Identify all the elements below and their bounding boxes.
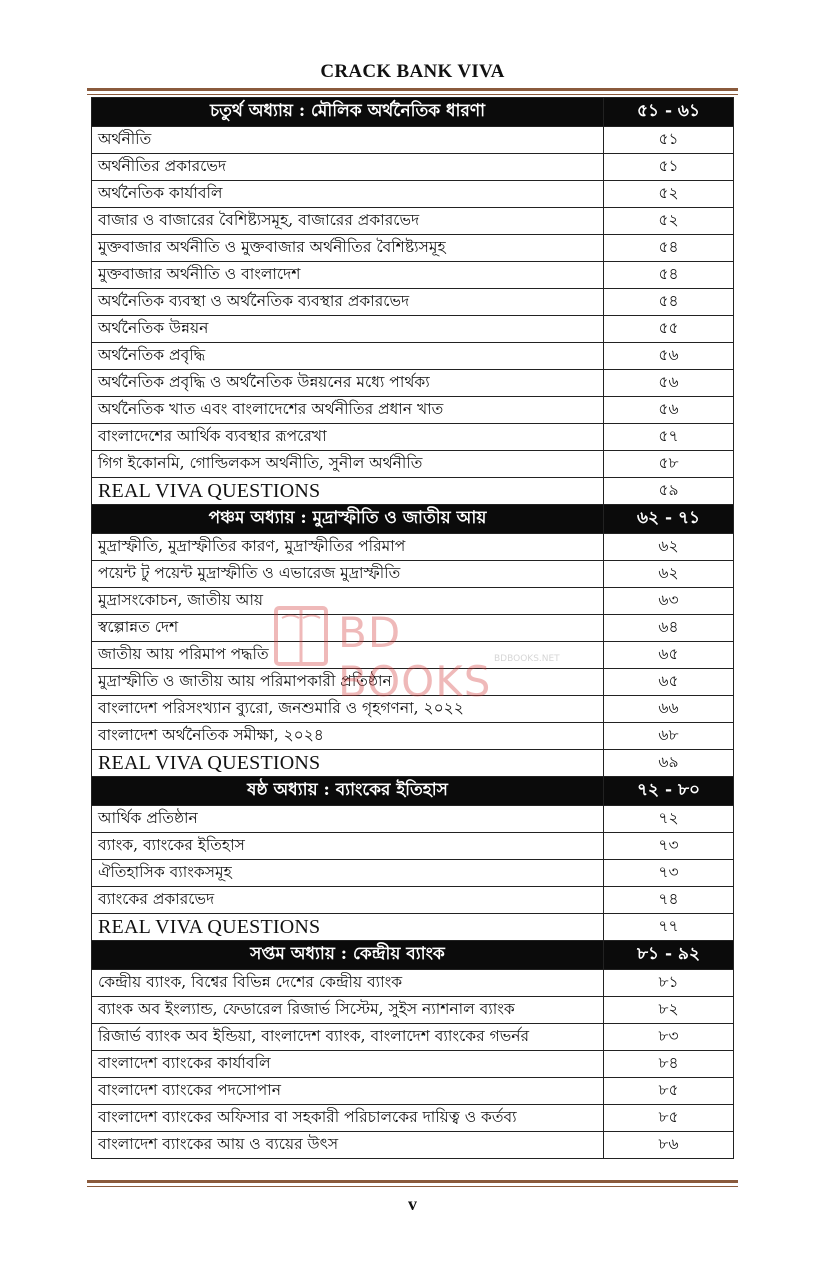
toc-row	[92, 370, 734, 397]
toc-page: ৭৩	[604, 833, 734, 860]
toc-title: গিগ ইকোনমি, গোল্ডিলকস অর্থনীতি, সুনীল অর্থনীতি	[92, 451, 604, 478]
toc-row	[92, 289, 734, 316]
toc-title: বাংলাদেশ পরিসংখ্যান ব্যুরো, জনশুমারি ও গৃহগণনা, ২০২২	[92, 696, 604, 723]
toc-title: বাংলাদেশ ব্যাংকের পদসোপান	[92, 1078, 604, 1105]
toc-title: বাংলাদেশ অর্থনৈতিক সমীক্ষা, ২০২৪	[92, 723, 604, 750]
toc-page: ৬৪	[604, 615, 734, 642]
toc-page: ৬৫	[604, 642, 734, 669]
toc-row	[92, 997, 734, 1024]
toc-title: কেন্দ্রীয় ব্যাংক, বিশ্বের বিভিন্ন দেশের কেন্দ্রীয় ব্যাংক	[92, 970, 604, 997]
chapter-heading: সপ্তম অধ্যায় : কেন্দ্রীয় ব্যাংক	[92, 941, 604, 970]
toc-row	[92, 1132, 734, 1159]
toc-row	[92, 1024, 734, 1051]
toc-row-viva	[92, 914, 734, 941]
toc-title: অর্থনৈতিক প্রবৃদ্ধি ও অর্থনৈতিক উন্নয়নের মধ্যে পার্থক্য	[92, 370, 604, 397]
toc-title: ঐতিহাসিক ব্যাংকসমূহ	[92, 860, 604, 887]
toc-row	[92, 316, 734, 343]
toc-page: ৮৫	[604, 1078, 734, 1105]
toc-row	[92, 887, 734, 914]
toc-title: REAL VIVA QUESTIONS	[92, 750, 604, 777]
toc-title: বাংলাদেশ ব্যাংকের কার্যাবলি	[92, 1051, 604, 1078]
toc-title: মুক্তবাজার অর্থনীতি ও মুক্তবাজার অর্থনীতির বৈশিষ্ট্যসমূহ	[92, 235, 604, 262]
toc-page: ৫৮	[604, 451, 734, 478]
chapter-page-range: ৭২ - ৮০	[604, 777, 734, 806]
toc-title: মুদ্রাসংকোচন, জাতীয় আয়	[92, 588, 604, 615]
toc-row	[92, 208, 734, 235]
toc-row	[92, 860, 734, 887]
top-rule	[87, 88, 738, 95]
toc-row	[92, 723, 734, 750]
toc-row	[92, 235, 734, 262]
toc-page: ৬৬	[604, 696, 734, 723]
toc-title: অর্থনীতির প্রকারভেদ	[92, 154, 604, 181]
toc-title: অর্থনৈতিক প্রবৃদ্ধি	[92, 343, 604, 370]
toc-page: ৮২	[604, 997, 734, 1024]
toc-row	[92, 154, 734, 181]
toc-row	[92, 642, 734, 669]
toc-page: ৬৮	[604, 723, 734, 750]
toc-title: বাংলাদেশ ব্যাংকের অফিসার বা সহকারী পরিচালকের দায়িত্ব ও কর্তব্য	[92, 1105, 604, 1132]
toc-title: রিজার্ভ ব্যাংক অব ইন্ডিয়া, বাংলাদেশ ব্যাংক, বাংলাদেশ ব্যাংকের গভর্নর	[92, 1024, 604, 1051]
toc-title: REAL VIVA QUESTIONS	[92, 478, 604, 505]
page-title: CRACK BANK VIVA	[320, 61, 505, 82]
toc-row	[92, 397, 734, 424]
toc-title: অর্থনীতি	[92, 127, 604, 154]
toc-page: ৫২	[604, 181, 734, 208]
toc-title: মুদ্রাস্ফীতি, মুদ্রাস্ফীতির কারণ, মুদ্রাস্ফীতির পরিমাপ	[92, 534, 604, 561]
toc-row	[92, 1105, 734, 1132]
toc-page: ৬২	[604, 561, 734, 588]
toc-title: জাতীয় আয় পরিমাপ পদ্ধতি	[92, 642, 604, 669]
toc-title: বাজার ও বাজারের বৈশিষ্ট্যসমূহ, বাজারের প্রকারভেদ	[92, 208, 604, 235]
toc-row	[92, 561, 734, 588]
toc-title: অর্থনৈতিক খাত এবং বাংলাদেশের অর্থনীতির প্রধান খাত	[92, 397, 604, 424]
toc-title: REAL VIVA QUESTIONS	[92, 914, 604, 941]
watermark-subtext: BDBOOKS.NET	[494, 654, 560, 664]
toc-page: ৭৩	[604, 860, 734, 887]
toc-title: মুদ্রাস্ফীতি ও জাতীয় আয় পরিমাপকারী প্রতিষ্ঠান	[92, 669, 604, 696]
toc-page: ৮১	[604, 970, 734, 997]
toc-title: মুক্তবাজার অর্থনীতি ও বাংলাদেশ	[92, 262, 604, 289]
toc-page: ৬৯	[604, 750, 734, 777]
toc-page: ৭২	[604, 806, 734, 833]
toc-title: বাংলাদেশ ব্যাংকের আয় ও ব্যয়ের উৎস	[92, 1132, 604, 1159]
toc-row	[92, 615, 734, 642]
toc-page: ৬২	[604, 534, 734, 561]
toc-row	[92, 424, 734, 451]
toc-page: ৮৬	[604, 1132, 734, 1159]
toc-title: ব্যাংক, ব্যাংকের ইতিহাস	[92, 833, 604, 860]
toc-title: অর্থনৈতিক ব্যবস্থা ও অর্থনৈতিক ব্যবস্থার প্রকারভেদ	[92, 289, 604, 316]
chapter-heading: ষষ্ঠ অধ্যায় : ব্যাংকের ইতিহাস	[92, 777, 604, 806]
toc-row-viva	[92, 478, 734, 505]
toc-page: ৫৫	[604, 316, 734, 343]
page-number: v	[408, 1194, 417, 1214]
toc-row	[92, 970, 734, 997]
chapter-header-row	[92, 98, 734, 127]
toc-page: ৫৪	[604, 235, 734, 262]
toc-title: ব্যাংকের প্রকারভেদ	[92, 887, 604, 914]
chapter-page-range: ৫১ - ৬১	[604, 98, 734, 127]
toc-row	[92, 1051, 734, 1078]
toc-row-viva	[92, 750, 734, 777]
toc-row	[92, 1078, 734, 1105]
chapter-heading: চতুর্থ অধ্যায় : মৌলিক অর্থনৈতিক ধারণা	[92, 98, 604, 127]
toc-title: পয়েন্ট টু পয়েন্ট মুদ্রাস্ফীতি ও এভারেজ মুদ্রাস্ফীতি	[92, 561, 604, 588]
chapter-page-range: ৮১ - ৯২	[604, 941, 734, 970]
toc-page: ৫৪	[604, 262, 734, 289]
toc-page: ৫১	[604, 127, 734, 154]
toc-title: আর্থিক প্রতিষ্ঠান	[92, 806, 604, 833]
toc-page: ৫৭	[604, 424, 734, 451]
toc-page: ৫৬	[604, 397, 734, 424]
toc-row	[92, 806, 734, 833]
toc-page: ৫১	[604, 154, 734, 181]
contents-table	[91, 97, 734, 1159]
chapter-page-range: ৬২ - ৭১	[604, 505, 734, 534]
toc-row	[92, 451, 734, 478]
toc-page: ৮৫	[604, 1105, 734, 1132]
toc-row	[92, 696, 734, 723]
toc-page: ৫৯	[604, 478, 734, 505]
toc-title: অর্থনৈতিক উন্নয়ন	[92, 316, 604, 343]
watermark-text: BD BOOKS	[338, 608, 492, 706]
chapter-header-row	[92, 505, 734, 534]
bottom-rule	[87, 1180, 738, 1187]
toc-title: অর্থনৈতিক কার্যাবলি	[92, 181, 604, 208]
toc-row	[92, 588, 734, 615]
toc-page: ৮৪	[604, 1051, 734, 1078]
toc-page: ৬৫	[604, 669, 734, 696]
toc-page: ৮৩	[604, 1024, 734, 1051]
toc-page: ৬৩	[604, 588, 734, 615]
chapter-heading: পঞ্চম অধ্যায় : মুদ্রাস্ফীতি ও জাতীয় আয়	[92, 505, 604, 534]
toc-page: ৫৪	[604, 289, 734, 316]
toc-row	[92, 181, 734, 208]
toc-page: ৭৭	[604, 914, 734, 941]
toc-row	[92, 262, 734, 289]
toc-row	[92, 343, 734, 370]
toc-row	[92, 127, 734, 154]
toc-page: ৫২	[604, 208, 734, 235]
toc-title: ব্যাংক অব ইংল্যান্ড, ফেডারেল রিজার্ভ সিস্টেম, সুইস ন্যাশনাল ব্যাংক	[92, 997, 604, 1024]
toc-row	[92, 669, 734, 696]
toc-title: স্বল্পোন্নত দেশ	[92, 615, 604, 642]
chapter-header-row	[92, 777, 734, 806]
toc-page: ৫৬	[604, 343, 734, 370]
toc-title: বাংলাদেশের আর্থিক ব্যবস্থার রূপরেখা	[92, 424, 604, 451]
toc-row	[92, 534, 734, 561]
chapter-header-row	[92, 941, 734, 970]
toc-row	[92, 833, 734, 860]
toc-page: ৭৪	[604, 887, 734, 914]
toc-page: ৫৬	[604, 370, 734, 397]
